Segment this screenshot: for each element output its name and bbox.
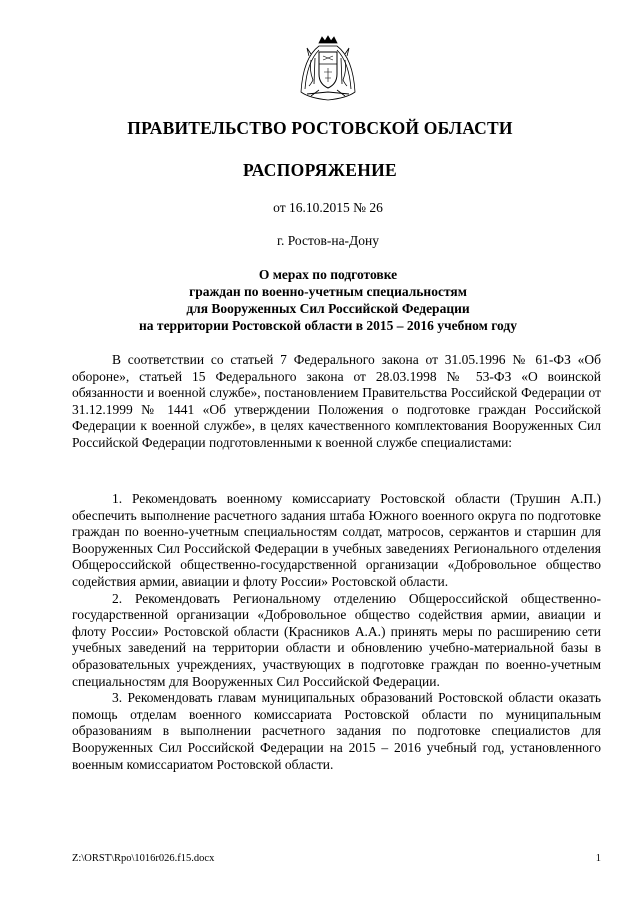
government-name: ПРАВИТЕЛЬСТВО РОСТОВСКОЙ ОБЛАСТИ [127,118,513,138]
document-city: г. Ростов-на-Дону [276,233,379,248]
order-items [72,491,601,773]
order-item: 1. Рекомендовать военному комиссариату Ростовской области (Трушин А.П.) обеспечить выполнение расчетного задания штаба Южного военного округа по подготовке граждан по военно-учетным специальностям солдат, матросов, сержантов и старшин для Вооруженных Сил Российской Федерации в учебных заведениях Регионального отделения Общероссийской общественно-государственной организации «Добровольное общество содействия армии, авиации и флоту России» Ростовской области. [72,491,601,589]
preamble-paragraph: В соответствии со статьей 7 Федерального закона от 31.05.1996 № 61-ФЗ «Об обороне», статьей 15 Федерального закона от 28.03.1998 № 53-ФЗ «О воинской обязанности и военной службе», постановлением Правительства Российской Федерации от 31.12.1999 № 1441 «Об утверждении Положения о подготовке граждан Российской Федерации к военной службе», в целях качественного комплектования Вооруженных Сил Российской Федерации подготовленными к военной службе специалистами: [72,352,601,450]
file-path: Z:\ORST\Rpo\1016r026.f15.docx [72,853,215,864]
document-type: РАСПОРЯЖЕНИЕ [242,160,397,180]
heading-line: граждан по военно-учетным специальностям [189,284,467,299]
heading-line: на территории Ростовской области в 2015 – 2016 учебном году [139,318,517,333]
preamble [72,352,601,452]
order-item: 3. Рекомендовать главам муниципальных образований Ростовской области оказать помощь отделам военного комиссариата Ростовской области по муниципальным образованиям в выполнении расчетного задания по подготовке специалистов для Вооруженных Сил Российской Федерации на 2015 – 2016 учебный год, установленного военным комиссариатом Ростовской области. [72,690,601,772]
page-number: 1 [595,853,601,864]
coat-of-arms-icon [297,34,359,104]
document-date-number: от 16.10.2015 № 26 [273,200,383,215]
heading-line: для Вооруженных Сил Российской Федерации [186,301,470,316]
order-item: 2. Рекомендовать Региональному отделению Общероссийской общественно-государственной организации «Добровольное общество содействия армии, авиации и флоту России» Ростовской области (Красников А.А.) принять меры по расширению сети учебных заведений на территории области и обновлению учебно-материальной базы в образовательных учреждениях, участвующих в подготовке граждан по военно-учетным специальностям для Вооруженных Сил Российской Федерации. [72,590,601,689]
heading-line: О мерах по подготовке [258,267,398,282]
page-footer [72,853,601,864]
document-heading [0,266,640,334]
